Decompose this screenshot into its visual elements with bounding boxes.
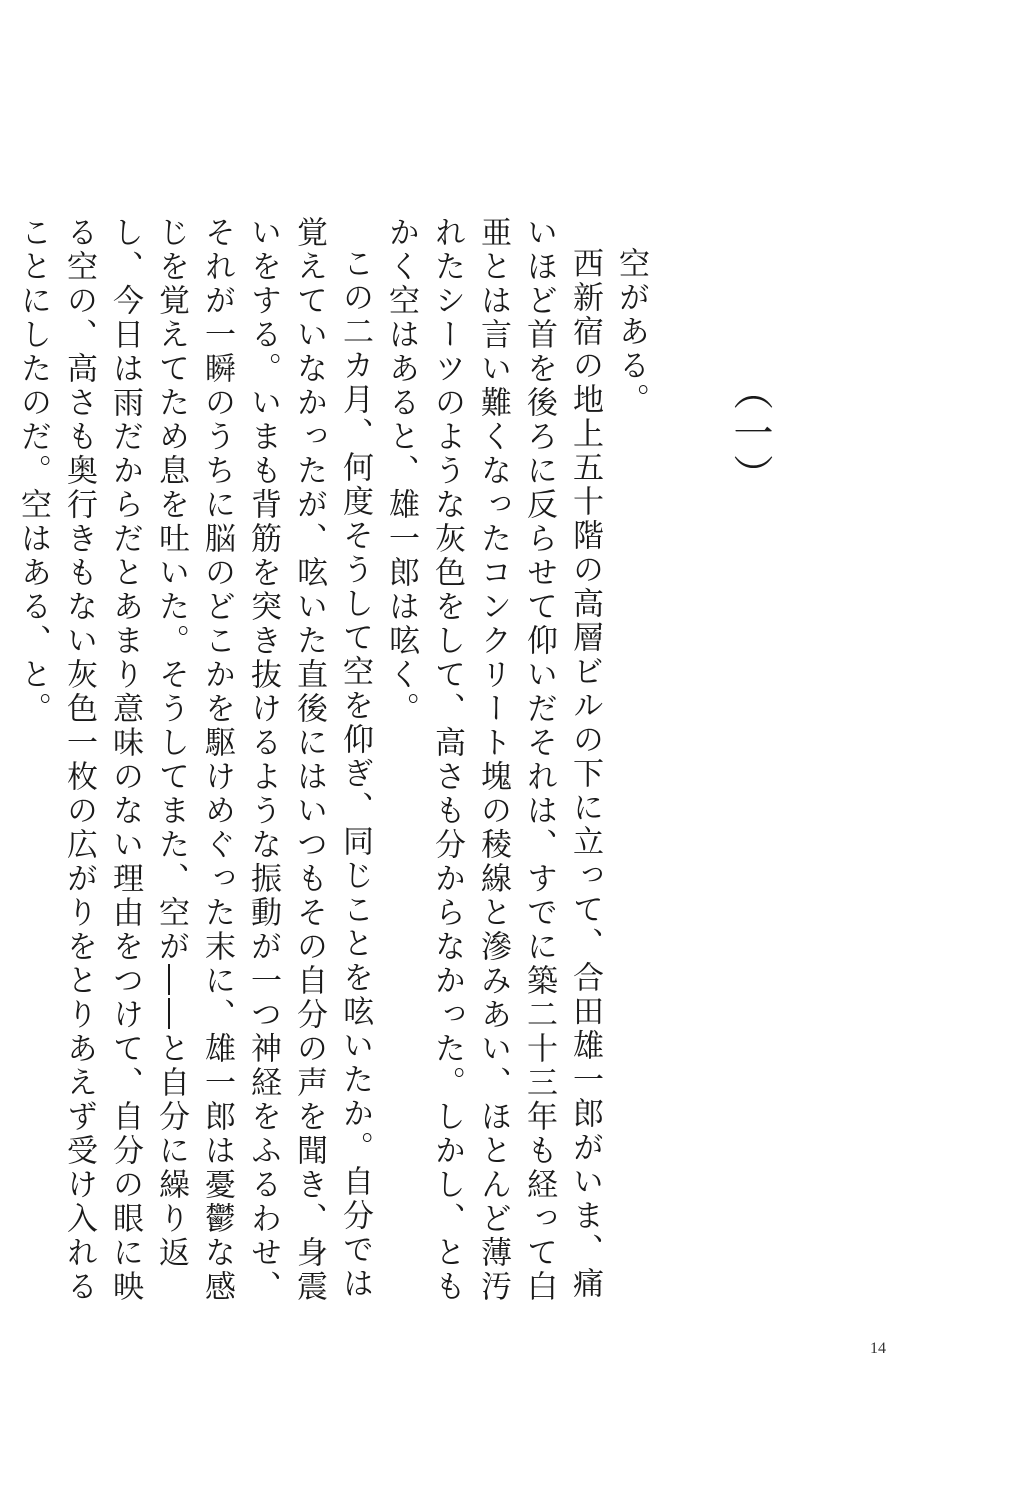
chapter-heading: （一） [727, 370, 773, 496]
paragraph: 西新宿の地上五十階の高層ビルの下に立って、合田雄一郎がいま、痛いほど首を後ろに反らせて仰いだそれは、すでに築二十三年も経って白亜とは言い難くなったコンクリート塊の稜線と滲みあい、ほとんど薄汚れたシーツのような灰色をして、高さも分からなかった。しかし、ともかく空はあると、雄一郎は呟く。 [383, 216, 603, 1304]
body-text [10, 216, 654, 1316]
paragraph: 空がある。 [613, 247, 649, 417]
paragraph: この二カ月、何度そうして空を仰ぎ、同じことを呟いたか。自分では覚えていなかったが、呟いた直後にはいつもその自分の声を聞き、身震いをする。いまも背筋を突き抜けるような振動が一つ神経をふるわせ、それが一瞬のうちに脳のどこかを駆けめぐった末に、雄一郎は憂鬱な感じを覚えてため息を吐いた。そうしてまた、空が――と自分に繰り返し、今日は雨だからだとあまり意味のない理由をつけて、自分の眼に映る空の、高さも奥行きもない灰色一枚の広がりをとりあえず受け入れることにしたのだ。空はある、と。 [15, 216, 373, 1304]
page-number: 14 [870, 1340, 886, 1357]
